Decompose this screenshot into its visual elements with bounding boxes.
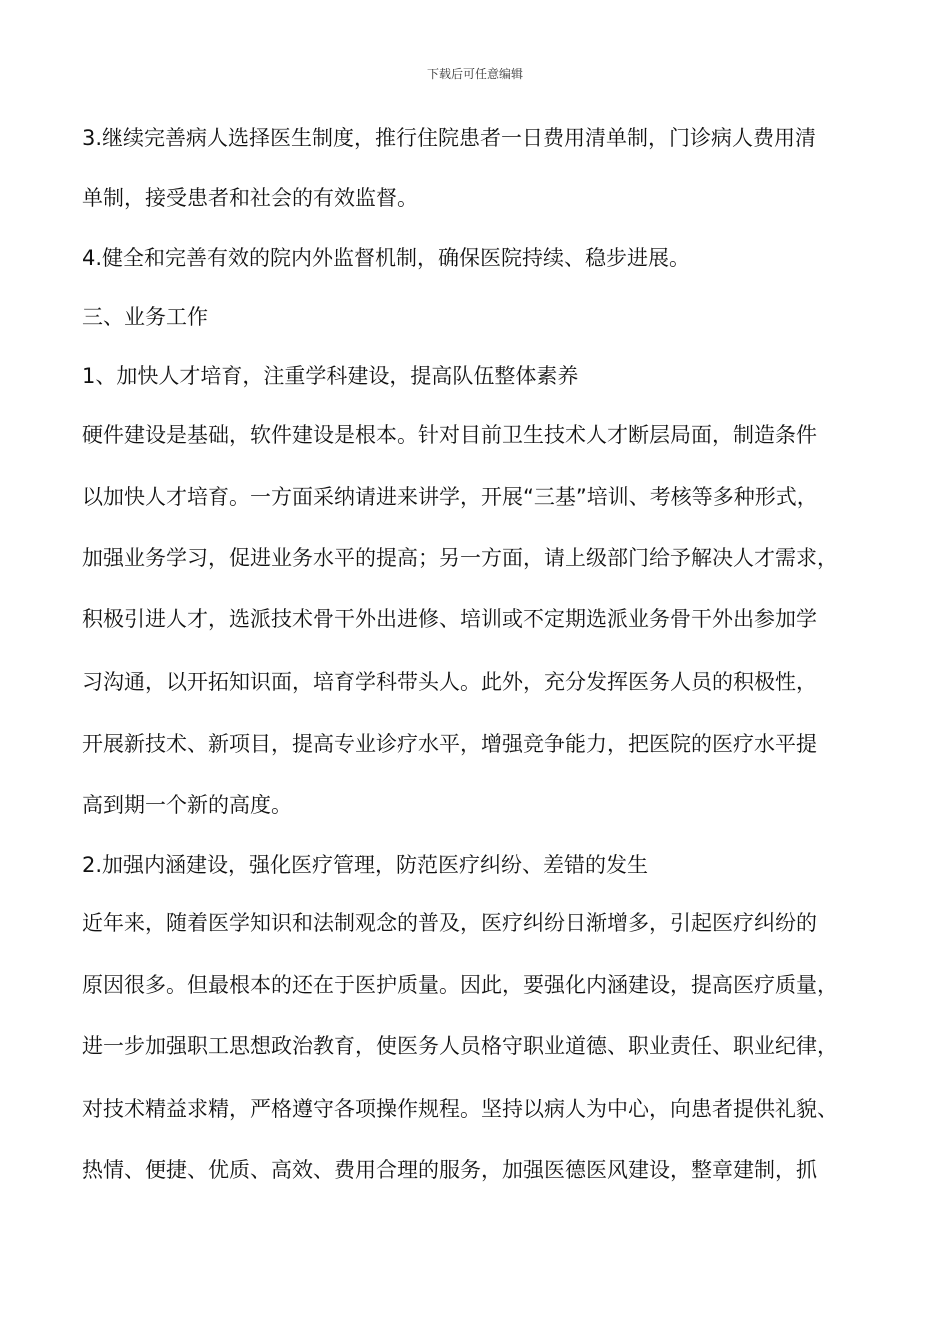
text-line: 进一步加强职工思想政治教育，使医务人员格守职业道德、职业责任、职业纪律， [82, 1034, 838, 1058]
subsection-heading: 1、加快人才培育，注重学科建设，提高队伍整体素养 [82, 364, 579, 388]
subsection-heading: 2.加强内涵建设，强化医疗管理，防范医疗纠纷、差错的发生 [82, 853, 649, 877]
text-line: 加强业务学习，促进业务水平的提高；另一方面，请上级部门给予解决人才需求， [82, 546, 838, 570]
text-line: 硬件建设是基础，软件建设是根本。针对目前卫生技术人才断层局面，制造条件 [82, 423, 817, 447]
text-line: 热情、便捷、优质、高效、费用合理的服务，加强医德医风建设，整章建制，抓 [82, 1158, 817, 1182]
text-line: 以加快人才培育。一方面采纳请进来讲学，开展“三基”培训、考核等多种形式， [82, 485, 818, 509]
text-line: 积极引进人才，选派技术骨干外出进修、培训或不定期选派业务骨干外出参加学 [82, 607, 817, 631]
page-header: 下载后可任意编辑 [426, 67, 523, 81]
text-line: 开展新技术、新项目，提高专业诊疗水平，增强竞争能力，把医院的医疗水平提 [82, 732, 817, 756]
text-line: 原因很多。但最根本的还在于医护质量。因此，要强化内涵建设，提高医疗质量， [82, 973, 838, 997]
text-line: 单制，接受患者和社会的有效监督。 [82, 186, 418, 210]
text-line: 3.继续完善病人选择医生制度，推行住院患者一日费用清单制，门诊病人费用清 [82, 126, 817, 150]
section-heading: 三、业务工作 [82, 305, 208, 329]
text-line: 4.健全和完善有效的院内外监督机制，确保医院持续、稳步进展。 [82, 246, 691, 270]
text-line: 高到期一个新的高度。 [82, 793, 292, 817]
text-line: 对技术精益求精，严格遵守各项操作规程。坚持以病人为中心，向患者提供礼貌、 [82, 1097, 838, 1121]
text-line: 近年来，随着医学知识和法制观念的普及，医疗纠纷日渐增多，引起医疗纠纷的 [82, 911, 817, 935]
text-line: 习沟通，以开拓知识面，培育学科带头人。此外，充分发挥医务人员的积极性， [82, 670, 817, 694]
